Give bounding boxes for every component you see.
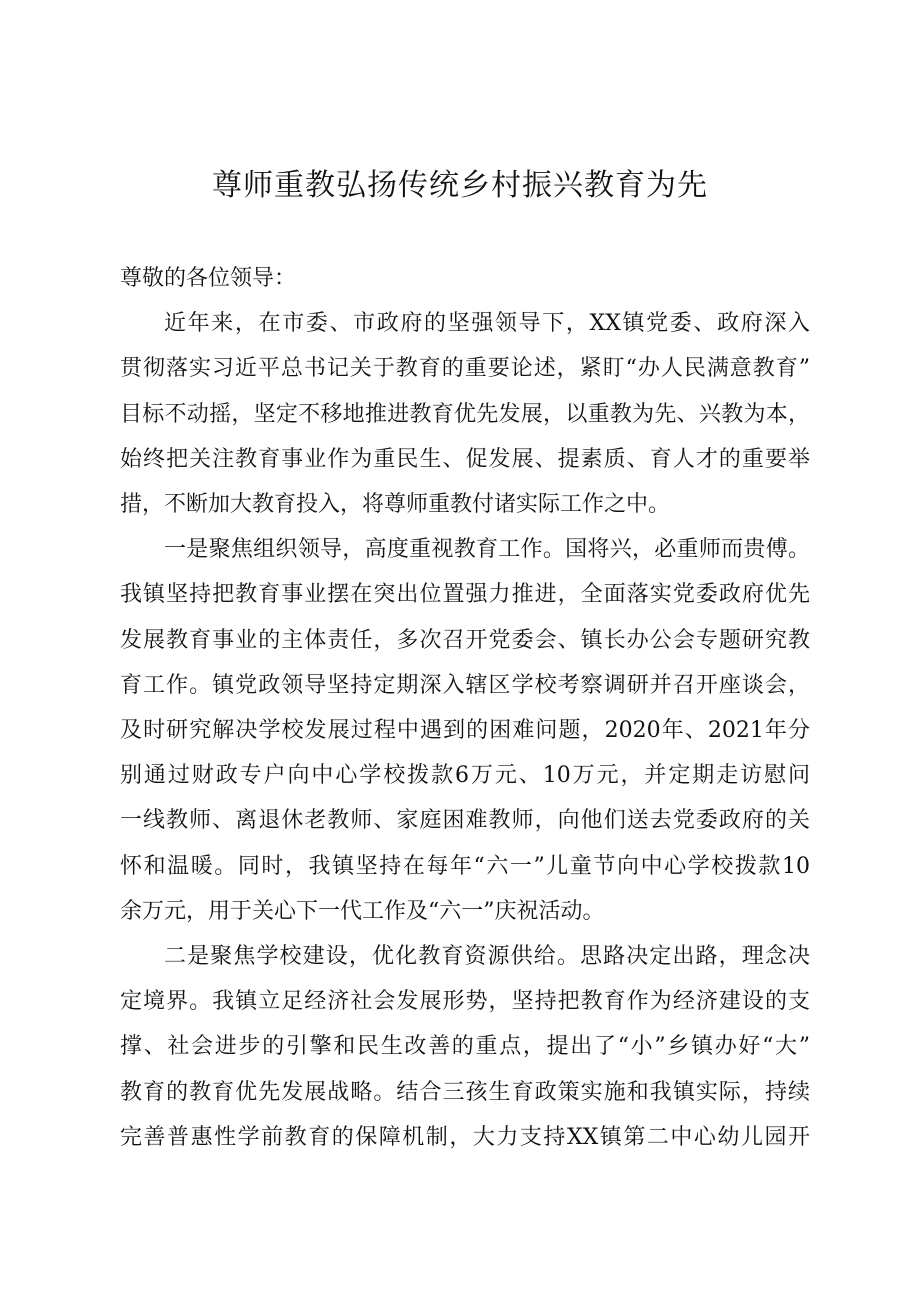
paragraph-line: 措，不断加大教育投入，将尊师重教付诸实际工作之中。 bbox=[120, 492, 671, 518]
paragraph-line: 贯彻落实习近平总书记关于教育的重要论述，紧盯“办人民满意教育” bbox=[120, 356, 810, 382]
paragraph-line: 我镇坚持把教育事业摆在突出位置强力推进，全面落实党委政府优先 bbox=[120, 582, 810, 608]
paragraph-line: 始终把关注教育事业作为重民生、促发展、提素质、育人才的重要举 bbox=[120, 446, 810, 472]
paragraph-line: 撑、社会进步的引擎和民生改善的重点，提出了“小”乡镇办好“大” bbox=[120, 1034, 810, 1060]
paragraph-school-construction bbox=[120, 934, 810, 1160]
paragraph-line: 怀和温暖。同时，我镇坚持在每年“六一”儿童节向中心学校拨款10 bbox=[120, 853, 810, 879]
paragraph-line: 目标不动摇，坚定不移地推进教育优先发展，以重教为先、兴教为本， bbox=[120, 401, 810, 427]
salutation: 尊敬的各位领导： bbox=[120, 266, 297, 291]
paragraph-line: 发展教育事业的主体责任，多次召开党委会、镇长办公会专题研究教 bbox=[120, 627, 810, 653]
paragraph-line: 教育的教育优先发展战略。结合三孩生育政策实施和我镇实际，持续 bbox=[120, 1079, 810, 1105]
document-title: 尊师重教弘扬传统乡村振兴教育为先 bbox=[212, 168, 708, 203]
document-body bbox=[120, 256, 810, 1160]
paragraph-line: 及时研究解决学校发展过程中遇到的困难问题，2020年、2021年分 bbox=[120, 718, 810, 744]
paragraph-line: 一是聚焦组织领导，高度重视教育工作。国将兴，必重师而贵傅。 bbox=[164, 537, 810, 563]
paragraph-line: 一线教师、离退休老教师、家庭困难教师，向他们送去党委政府的关 bbox=[120, 808, 810, 834]
paragraph-line: 完善普惠性学前教育的保障机制，大力支持XX镇第二中心幼儿园开 bbox=[120, 1124, 810, 1150]
paragraph-organization bbox=[120, 527, 810, 934]
paragraph-line: 近年来，在市委、市政府的坚强领导下，XX镇党委、政府深入 bbox=[164, 311, 810, 337]
paragraph-intro bbox=[120, 301, 810, 527]
paragraph-line: 余万元，用于关心下一代工作及“六一”庆祝活动。 bbox=[120, 898, 605, 924]
paragraph-line: 别通过财政专户向中心学校拨款6万元、10万元，并定期走访慰问 bbox=[120, 763, 810, 789]
paragraph-line: 育工作。镇党政领导坚持定期深入辖区学校考察调研并召开座谈会， bbox=[120, 672, 810, 698]
paragraph-line: 定境界。我镇立足经济社会发展形势，坚持把教育作为经济建设的支 bbox=[120, 989, 810, 1015]
paragraph-line: 二是聚焦学校建设，优化教育资源供给。思路决定出路，理念决 bbox=[164, 944, 810, 970]
